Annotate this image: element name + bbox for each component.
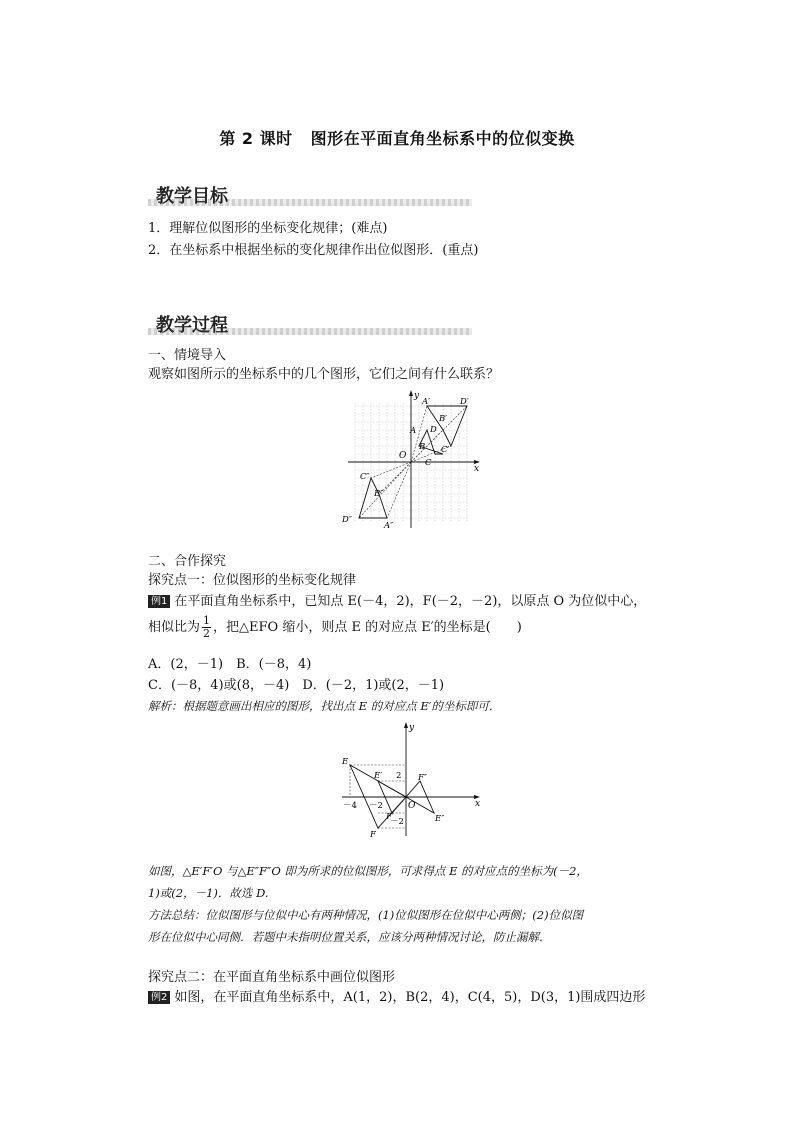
label-e1: E′: [374, 771, 383, 781]
goal-item-2: 2．在坐标系中根据坐标的变化规律作出位似图形．(重点): [148, 243, 479, 258]
label-f: F: [370, 830, 376, 840]
solution-line-2: 1)或(2，－1)．故选 D.: [148, 886, 269, 900]
topic-1-heading: 探究点一：位似图形的坐标变化规律: [148, 573, 357, 588]
label-e2: E″: [435, 814, 445, 824]
tick-y-2: 2: [396, 771, 402, 781]
goals-heading: 教学目标: [156, 186, 228, 207]
ratio-numerator: 1: [203, 614, 211, 627]
lesson-topic: 图形在平面直角坐标系中的位似变换: [310, 129, 575, 148]
label-a1: A′: [422, 397, 431, 407]
example-1-text: 在平面直角坐标系中，已知点 E(－4，2)，F(－2，－2)，以原点 O 为位似中心，: [174, 594, 647, 609]
label-d1: D′: [460, 397, 469, 407]
analysis-text: 解析：根据题意画出相应的图形，找出点 E 的对应点 E′的坐标即可．: [148, 699, 501, 713]
example-2-line: [148, 988, 645, 1007]
y-arrow: [404, 722, 408, 728]
example-1-ratio-line: [148, 615, 522, 640]
solution-line-1: 如图，△E′F′O 与△E″F″O 即为所求的位似图形，可求得点 E 的对应点的坐标为(－2，: [148, 864, 588, 878]
intro-question: 观察如图所示的坐标系中的几个图形，它们之间有什么联系？: [148, 367, 500, 382]
method-summary-1: 方法总结：位似图形与位似中心有两种情况，(1)位似图形在位似中心两侧；(2)位似图: [148, 908, 584, 922]
tick-x-neg2: －2: [369, 801, 383, 811]
choices-ab: A．(2，－1) B．(－8，4): [148, 657, 312, 672]
label-d2: D″: [342, 515, 352, 525]
label-f1: F′: [386, 812, 394, 822]
label-b: B: [419, 442, 426, 452]
y-axis-label: y: [414, 391, 420, 401]
choices-cd: C．(－8，4)或(8，－4) D．(－2，1)或(2，－1): [148, 678, 445, 693]
y-axis-label: y: [409, 723, 415, 733]
label-b1: B′: [439, 414, 448, 424]
ratio-suffix: ，把△EFO 缩小，则点 E 的对应点 E′的坐标是( ): [213, 620, 522, 635]
label-a: A: [410, 426, 417, 436]
page-title: [0, 126, 794, 149]
example-1-line: [148, 592, 646, 611]
ratio-fraction: [202, 615, 211, 640]
tick-y-neg2: －2: [390, 817, 404, 827]
label-a2: A″: [384, 521, 394, 531]
origin-label: O: [399, 451, 407, 461]
figure-homothety-grid: [340, 388, 490, 534]
section-heading-1: 一、情境导入: [148, 348, 227, 363]
ratio-prefix: 相似比为: [148, 620, 201, 635]
figure2-point-labels: [341, 757, 445, 840]
goals-banner: [148, 182, 472, 208]
label-e: E: [342, 757, 349, 767]
example-2-badge: 例2: [148, 991, 170, 1004]
tick-x-neg4: －4: [343, 801, 357, 811]
process-banner: [148, 311, 472, 337]
x-axis-label: x: [475, 799, 481, 809]
label-d: D: [430, 425, 437, 435]
process-heading: 教学过程: [156, 315, 228, 336]
example-1-badge: 例1: [148, 595, 170, 608]
label-c: C: [425, 458, 432, 468]
topic-2-heading: 探究点二：在平面直角坐标系中画位似图形: [148, 970, 396, 985]
y-arrow: [409, 390, 413, 396]
label-c1: C′: [441, 445, 450, 455]
origin-label: O: [408, 801, 416, 811]
axes: [348, 392, 478, 528]
label-b2: B″: [374, 489, 384, 499]
lesson-number: 第 2 课时: [219, 129, 293, 148]
label-f2: F″: [418, 773, 428, 783]
goal-item-1: 1．理解位似图形的坐标变化规律；(难点): [148, 221, 388, 236]
ratio-denominator: 2: [203, 627, 211, 640]
section-heading-2: 二、合作探究: [148, 554, 227, 569]
figure-efo-homothety: [338, 718, 488, 842]
figure1-point-labels: [341, 397, 469, 531]
x-axis-label: x: [474, 464, 480, 474]
method-summary-2: 形在位似中心同侧．若题中未指明位置关系，应该分两种情况讨论，防止漏解．: [148, 930, 551, 944]
axes: [342, 724, 481, 836]
example-2-text: 如图，在平面直角坐标系中，A(1，2)，B(2，4)，C(4，5)，D(3，1)围成四边形: [174, 990, 646, 1005]
label-c2: C″: [360, 472, 370, 482]
